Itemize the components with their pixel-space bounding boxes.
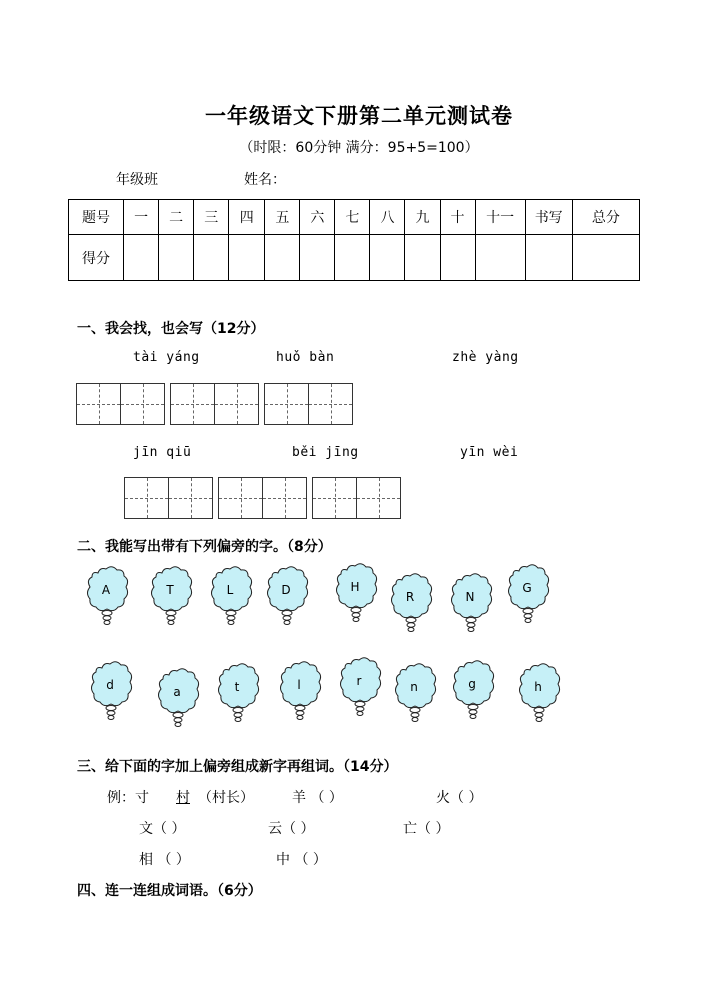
- writing-cell[interactable]: [356, 477, 401, 519]
- radical-letter: l: [297, 678, 301, 692]
- radical-letter: A: [101, 583, 111, 597]
- header-cell: 书写: [525, 200, 572, 235]
- header-cell: 五: [265, 200, 300, 235]
- radical-cloud: [150, 565, 196, 631]
- pinyin-label: huǒ bàn: [276, 350, 335, 365]
- pinyin-label: tài yáng: [133, 350, 200, 365]
- blank-item[interactable]: 亡（ ）: [403, 821, 450, 837]
- score-row: [69, 235, 640, 281]
- name-label: 姓名：: [244, 172, 286, 188]
- header-cell: 十一: [475, 200, 525, 235]
- header-cell: 三: [194, 200, 229, 235]
- score-row-label: 得分: [69, 235, 124, 281]
- header-cell: 四: [229, 200, 265, 235]
- radical-letter: H: [350, 580, 360, 594]
- radical-cloud: [390, 572, 436, 638]
- radical-letter: T: [166, 583, 174, 597]
- writing-cell[interactable]: [168, 477, 213, 519]
- score-cell[interactable]: [572, 235, 639, 281]
- score-cell[interactable]: [159, 235, 194, 281]
- radical-letter: t: [234, 680, 240, 694]
- radical-letter: n: [410, 680, 418, 694]
- score-cell[interactable]: [124, 235, 159, 281]
- header-cell: 题号: [69, 200, 124, 235]
- pinyin-label: yīn wèi: [460, 445, 519, 460]
- score-cell[interactable]: [440, 235, 475, 281]
- header-cell: 七: [335, 200, 370, 235]
- radical-cloud: [452, 659, 498, 725]
- score-cell[interactable]: [475, 235, 525, 281]
- pinyin-label: běi jīng: [292, 445, 359, 460]
- section1-title: 一、我会找，也会写（12分）: [77, 321, 265, 337]
- subtitle: （时限：60分钟 满分：95+5=100）: [239, 140, 479, 156]
- radical-letter: d: [106, 678, 114, 692]
- score-cell[interactable]: [265, 235, 300, 281]
- score-cell[interactable]: [229, 235, 265, 281]
- score-cell[interactable]: [194, 235, 229, 281]
- section4-title: 四、连一连组成词语。（6分）: [77, 883, 262, 899]
- writing-grid[interactable]: [264, 383, 353, 425]
- radical-cloud: [507, 563, 553, 629]
- pinyin-label: jīn qiū: [133, 445, 192, 460]
- writing-grid[interactable]: [312, 477, 401, 519]
- radical-cloud: [450, 572, 496, 638]
- radical-cloud: [394, 662, 440, 728]
- example-prefix: 例：寸: [107, 790, 149, 806]
- header-cell: 六: [300, 200, 335, 235]
- page-title: 一年级语文下册第二单元测试卷: [205, 104, 513, 128]
- writing-grid[interactable]: [76, 383, 165, 425]
- example-answer: 村: [176, 790, 190, 806]
- radical-cloud: [279, 660, 325, 726]
- writing-cell[interactable]: [262, 477, 307, 519]
- score-header-row: [69, 200, 640, 235]
- score-table: [68, 199, 640, 281]
- writing-grid[interactable]: [218, 477, 307, 519]
- header-cell: 八: [370, 200, 405, 235]
- blank-item[interactable]: 云（ ）: [268, 821, 315, 837]
- score-cell[interactable]: [370, 235, 405, 281]
- radical-letter: a: [173, 685, 181, 699]
- radical-cloud: [266, 565, 312, 631]
- blank-item[interactable]: 中 （ ）: [276, 852, 327, 868]
- radical-cloud: [339, 656, 385, 722]
- section3-title: 三、给下面的字加上偏旁组成新字再组词。（14分）: [77, 759, 398, 775]
- radical-letter: L: [226, 583, 234, 597]
- header-cell: 二: [159, 200, 194, 235]
- blank-item[interactable]: 火（ ）: [436, 790, 483, 806]
- writing-cell[interactable]: [76, 383, 121, 425]
- score-cell[interactable]: [525, 235, 572, 281]
- radical-letter: g: [468, 677, 476, 691]
- radical-cloud: [335, 562, 381, 628]
- writing-cell[interactable]: [312, 477, 357, 519]
- radical-cloud: [210, 565, 256, 631]
- blank-item[interactable]: 相 （ ）: [139, 852, 190, 868]
- header-cell: 九: [405, 200, 440, 235]
- radical-letter: R: [405, 590, 415, 604]
- writing-cell[interactable]: [264, 383, 309, 425]
- radical-letter: h: [534, 680, 542, 694]
- score-cell[interactable]: [335, 235, 370, 281]
- header-cell: 总分: [572, 200, 639, 235]
- header-cell: 十: [440, 200, 475, 235]
- radical-cloud: [90, 660, 136, 726]
- section2-title: 二、我能写出带有下列偏旁的字。（8分）: [77, 539, 332, 555]
- radical-letter: G: [522, 581, 532, 595]
- blank-item[interactable]: 羊 （ ）: [292, 790, 343, 806]
- header-cell: 一: [124, 200, 159, 235]
- pinyin-label: zhè yàng: [452, 350, 519, 365]
- writing-cell[interactable]: [170, 383, 215, 425]
- writing-cell[interactable]: [120, 383, 165, 425]
- radical-letter: r: [356, 674, 362, 688]
- writing-cell[interactable]: [308, 383, 353, 425]
- blank-item[interactable]: 文（ ）: [139, 821, 186, 837]
- writing-grid[interactable]: [124, 477, 213, 519]
- radical-letter: D: [281, 583, 291, 597]
- writing-grid[interactable]: [170, 383, 259, 425]
- radical-cloud: [86, 565, 132, 631]
- radical-letter: N: [465, 590, 475, 604]
- writing-cell[interactable]: [214, 383, 259, 425]
- writing-cell[interactable]: [124, 477, 169, 519]
- radical-cloud: [217, 662, 263, 728]
- radical-cloud: [157, 667, 203, 733]
- example-word: （村长）: [198, 790, 254, 806]
- radical-cloud: [518, 662, 564, 728]
- score-cell[interactable]: [405, 235, 440, 281]
- writing-cell[interactable]: [218, 477, 263, 519]
- grade-label: 年级班: [116, 172, 158, 188]
- score-cell[interactable]: [300, 235, 335, 281]
